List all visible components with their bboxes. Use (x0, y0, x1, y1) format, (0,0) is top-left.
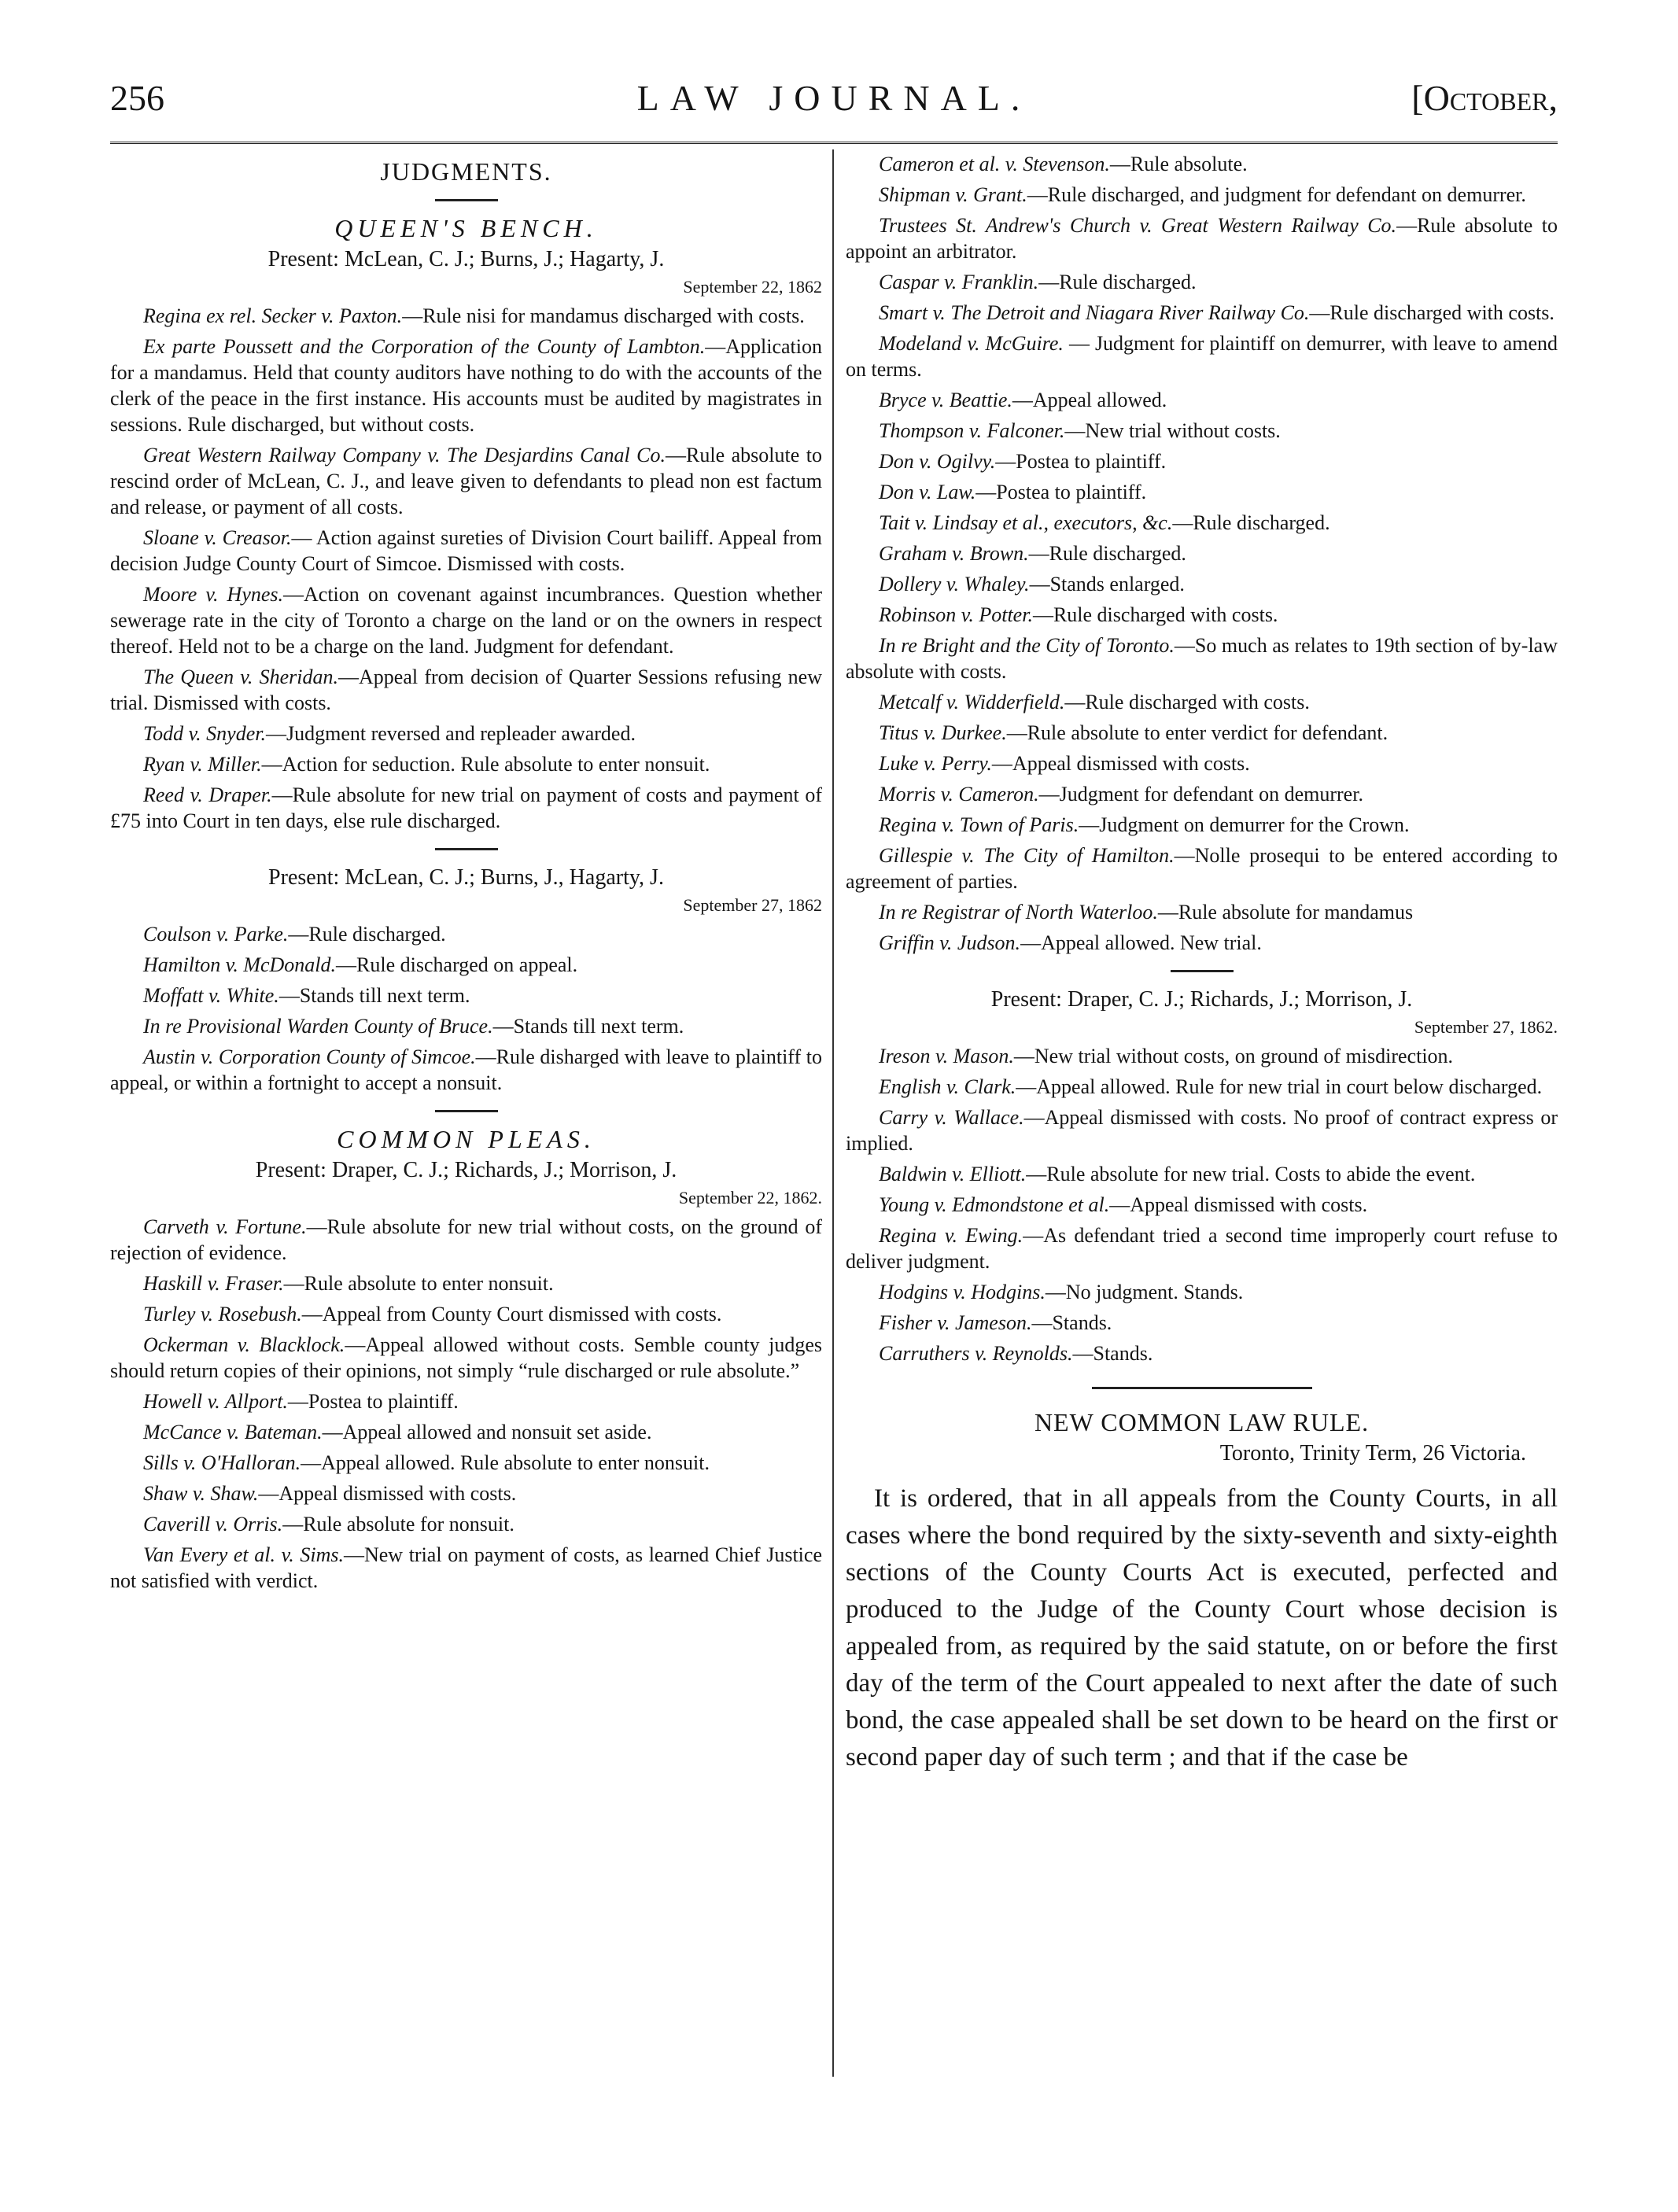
case-text: —Rule absolute to appoint an arbitrator. (846, 214, 1558, 263)
case-text: —Rule discharged. (1172, 511, 1330, 534)
case-text: —Rule nisi for mandamus discharged with costs. (402, 304, 805, 327)
case-name: Titus v. Durkee. (879, 721, 1007, 744)
section-title: JUDGMENTS. (380, 157, 552, 186)
case-name: Regina v. Ewing. (879, 1224, 1023, 1247)
case-entry (110, 751, 822, 777)
case-entry (846, 689, 1558, 715)
case-entry (846, 479, 1558, 505)
case-name: Ockerman v. Blacklock. (143, 1333, 345, 1356)
case-name: Cameron et al. v. Stevenson. (879, 153, 1110, 175)
present-line: Present: Draper, C. J.; Richards, J.; Morrison, J. (990, 987, 1413, 1012)
case-name: In re Bright and the City of Toronto. (879, 634, 1175, 657)
case-name: Ireson v. Mason. (879, 1045, 1014, 1067)
case-text: —Appeal allowed. Rule absolute to enter nonsuit. (301, 1451, 710, 1474)
case-name: In re Provisional Warden County of Bruce. (143, 1015, 493, 1038)
case-name: Ex parte Poussett and the Corporation of the County of Lambton. (143, 335, 706, 358)
running-header (110, 77, 1558, 132)
case-text: —Stands till next term. (492, 1015, 684, 1038)
case-text: —Action for seduction. Rule absolute to enter nonsuit. (261, 753, 710, 776)
case-name: Trustees St. Andrew's Church v. Great Western Railway Co. (879, 214, 1397, 237)
case-entry (110, 1214, 822, 1266)
case-entry (846, 151, 1558, 177)
journal-title: LAW JOURNAL. (636, 78, 1031, 118)
case-name: In re Registrar of North Waterloo. (879, 901, 1158, 924)
case-name: Moffatt v. White. (143, 984, 279, 1007)
case-text: —Judgment on demurrer for the Crown. (1079, 813, 1410, 836)
case-entry (846, 781, 1558, 807)
case-text: —Rule discharged. (288, 923, 446, 946)
case-entry (846, 387, 1558, 413)
case-entry (110, 664, 822, 716)
case-text: —Rule discharged with costs. (1064, 691, 1310, 713)
case-text: —Appeal dismissed with costs. (1109, 1193, 1368, 1216)
case-name: Gillespie v. The City of Hamilton. (879, 844, 1175, 867)
page-number: 256 (110, 78, 164, 118)
case-name: Haskill v. Fraser. (143, 1272, 284, 1295)
case-entry (846, 899, 1558, 925)
month-label: [October, (1411, 78, 1558, 118)
short-rule (435, 199, 498, 201)
short-rule (435, 848, 498, 850)
case-name: Shaw v. Shaw. (143, 1482, 259, 1505)
case-entry (110, 334, 822, 437)
present-line: Present: Draper, C. J.; Richards, J.; Morrison, J. (255, 1158, 677, 1182)
case-text: —Rule discharged on appeal. (336, 953, 578, 976)
case-text: —Action on covenant against incumbrances. Question whether sewerage rate in the city of Toronto a charge on the land or on the owners in respect thereof. Held not to be a charge on the land. Judgment for defendant. (110, 583, 822, 658)
case-name: Caverill v. Orris. (143, 1513, 283, 1535)
case-entry (110, 1542, 822, 1594)
case-text: —Rule disharged with leave to plaintiff to appeal, or within a fortnight to accept a nonsuit. (110, 1045, 822, 1094)
case-entry (846, 632, 1558, 684)
case-text: —Application for a mandamus. Held that county auditors have nothing to do with the accounts of the clerk of the peace in the first instance. His accounts must be audited by magistrates in sessions. Rule discharged, but without costs. (110, 335, 822, 436)
case-entry (846, 1340, 1558, 1366)
case-entry (110, 1013, 822, 1039)
case-name: Carveth v. Fortune. (143, 1215, 307, 1238)
case-name: Thompson v. Falconer. (879, 419, 1065, 442)
case-text: —Stands enlarged. (1029, 573, 1185, 595)
case-text: —New trial without costs, on ground of misdirection. (1013, 1045, 1454, 1067)
left-column (110, 151, 822, 1598)
case-text: —Appeal allowed. Rule for new trial in court below discharged. (1016, 1075, 1543, 1098)
case-entry (846, 182, 1558, 208)
case-name: Van Every et al. v. Sims. (143, 1543, 344, 1566)
case-name: Griffin v. Judson. (879, 931, 1021, 954)
case-entry (846, 812, 1558, 838)
case-name: Smart v. The Detroit and Niagara River Railway Co. (879, 301, 1310, 324)
case-text: —Appeal dismissed with costs. No proof of contract express or implied. (846, 1106, 1558, 1155)
case-entry (846, 1074, 1558, 1100)
case-entry (846, 300, 1558, 326)
case-name: Bryce v. Beattie. (879, 389, 1012, 411)
case-entry (846, 571, 1558, 597)
short-rule (1171, 970, 1234, 972)
short-rule (435, 1110, 498, 1112)
date-line: September 22, 1862. (678, 1188, 822, 1207)
case-name: Sloane v. Creasor. (143, 526, 292, 549)
date-line: September 27, 1862 (683, 895, 822, 915)
case-entry (846, 1043, 1558, 1069)
case-name: Tait v. Lindsay et al., executors, &c. (879, 511, 1173, 534)
case-entry (110, 952, 822, 978)
case-entry (846, 930, 1558, 956)
case-list (846, 1043, 1558, 1366)
case-name: Robinson v. Potter. (879, 603, 1033, 626)
case-name: Howell v. Allport. (143, 1390, 288, 1413)
case-list (846, 151, 1558, 956)
case-entry (846, 1104, 1558, 1156)
case-name: Regina v. Town of Paris. (879, 813, 1079, 836)
case-text: — Action against sureties of Division Court bailiff. Appeal from decision Judge County Court of Simcoe. Dismissed with costs. (110, 526, 823, 575)
case-entry (846, 842, 1558, 894)
case-text: —Judgment reversed and repleader awarded. (266, 722, 636, 745)
case-entry (110, 1511, 822, 1537)
case-entry (846, 1222, 1558, 1274)
case-list (110, 921, 822, 1096)
case-text: —Rule absolute to enter verdict for defendant. (1006, 721, 1388, 744)
case-name: Shipman v. Grant. (879, 183, 1027, 206)
case-entry (846, 510, 1558, 536)
case-list (110, 303, 822, 834)
case-text: —Appeal dismissed with costs. (991, 752, 1250, 775)
case-entry (846, 418, 1558, 444)
case-entry (110, 921, 822, 947)
case-entry (846, 1192, 1558, 1218)
case-entry (846, 212, 1558, 264)
case-name: Don v. Ogilvy. (879, 450, 996, 473)
case-entry (846, 1310, 1558, 1336)
case-text: —Rule absolute for new trial on payment of costs and payment of £75 into Court in ten days, else rule discharged. (110, 783, 823, 832)
case-entry (110, 782, 822, 834)
present-line: Present: McLean, C. J.; Burns, J., Hagarty, J. (268, 865, 664, 890)
case-name: Ryan v. Miller. (143, 753, 262, 776)
case-text: —Rule absolute for new trial without costs, on the ground of rejection of evidence. (110, 1215, 823, 1264)
case-name: Todd v. Snyder. (143, 722, 266, 745)
case-name: Graham v. Brown. (879, 542, 1029, 565)
case-entry (846, 750, 1558, 776)
header-rule (110, 142, 1558, 147)
case-name: Austin v. Corporation County of Simcoe. (143, 1045, 476, 1068)
case-text: —Appeal from County Court dismissed with costs. (301, 1303, 722, 1325)
case-name: Modeland v. McGuire. (879, 332, 1064, 355)
case-text: —Appeal from decision of Quarter Sessions refusing new trial. Dismissed with costs. (110, 665, 822, 714)
case-text: —Rule discharged. (1028, 542, 1186, 565)
case-name: Moore v. Hynes. (143, 583, 284, 606)
case-text: —So much as relates to 19th section of by-law absolute with costs. (846, 634, 1558, 683)
case-name: McCance v. Bateman. (143, 1421, 323, 1443)
case-entry (110, 1332, 822, 1384)
case-name: Carry v. Wallace. (879, 1106, 1024, 1129)
case-list (110, 1214, 822, 1594)
case-entry (846, 1161, 1558, 1187)
case-text: —Judgment for defendant on demurrer. (1038, 783, 1363, 806)
case-text: —New trial without costs. (1064, 419, 1281, 442)
case-entry (110, 525, 822, 577)
case-text: —Appeal allowed. (1012, 389, 1167, 411)
case-name: Turley v. Rosebush. (143, 1303, 302, 1325)
case-text: —Stands. (1031, 1311, 1112, 1334)
case-name: English v. Clark. (879, 1075, 1016, 1098)
case-name: Coulson v. Parke. (143, 923, 289, 946)
case-text: —Rule discharged, and judgment for defendant on demurrer. (1027, 183, 1526, 206)
case-text: —Rule absolute to enter nonsuit. (283, 1272, 554, 1295)
right-column (846, 151, 1558, 1776)
case-entry (846, 720, 1558, 746)
rule-place: Toronto, Trinity Term, 26 Victoria. (1219, 1441, 1526, 1465)
case-entry (846, 448, 1558, 474)
court-heading-qb: QUEEN'S BENCH. (334, 214, 598, 242)
case-text: —Stands till next term. (278, 984, 470, 1007)
long-rule (1092, 1387, 1312, 1389)
case-text: —As defendant tried a second time improperly court refuse to deliver judgment. (846, 1224, 1558, 1273)
case-text: —Rule absolute. (1109, 153, 1248, 175)
case-entry (846, 1279, 1558, 1305)
case-entry (846, 540, 1558, 566)
case-name: Metcalf v. Widderfield. (879, 691, 1065, 713)
case-name: Young v. Edmondstone et al. (879, 1193, 1110, 1216)
case-entry (846, 330, 1558, 382)
case-entry (110, 1480, 822, 1506)
case-name: Carruthers v. Reynolds. (879, 1342, 1073, 1365)
case-entry (110, 303, 822, 329)
case-name: Don v. Law. (879, 481, 976, 503)
date-line: September 22, 1862 (683, 277, 822, 297)
case-text: —No judgment. Stands. (1045, 1281, 1244, 1303)
case-entry (110, 1270, 822, 1296)
case-name: Morris v. Cameron. (879, 783, 1039, 806)
case-text: —Postea to plaintiff. (975, 481, 1147, 503)
case-text: —Appeal allowed and nonsuit set aside. (322, 1421, 652, 1443)
case-entry (110, 1388, 822, 1414)
case-name: Dollery v. Whaley. (879, 573, 1030, 595)
case-text: —Appeal allowed. New trial. (1020, 931, 1262, 954)
rule-text: It is ordered, that in all appeals from the County Courts, in all cases where the bond required by the sixty-seventh and sixty-eighth sections of the County Courts Act is executed, perfected and produced to the Judge of the County Court whose decision is appealed from, as required by the said statute, on or before the first day of the term of the Court appealed to next after the date of such bond, the case appealed shall be set down to be heard on the first or second paper day of such term ; and that if the case be (846, 1484, 1558, 1771)
case-entry (110, 721, 822, 747)
case-text: —Stands. (1072, 1342, 1153, 1365)
case-name: The Queen v. Sheridan. (143, 665, 339, 688)
case-text: —Rule discharged with costs. (1032, 603, 1278, 626)
case-entry (846, 269, 1558, 295)
present-line: Present: McLean, C. J.; Burns, J.; Hagarty, J. (267, 247, 665, 271)
case-name: Reed v. Draper. (143, 783, 272, 806)
case-name: Baldwin v. Elliott. (879, 1163, 1027, 1185)
case-entry (110, 581, 822, 659)
case-text: —Rule absolute to rescind order of McLean, C. J., and leave given to defendants to plead non est factum and release, or payment of all costs. (110, 444, 822, 518)
case-entry (110, 1044, 822, 1096)
case-text: —Postea to plaintiff. (287, 1390, 459, 1413)
case-entry (846, 602, 1558, 628)
case-text: —Rule discharged with costs. (1309, 301, 1554, 324)
case-text: —Appeal dismissed with costs. (258, 1482, 517, 1505)
date-line: September 27, 1862. (1414, 1017, 1558, 1037)
case-text: —Nolle prosequi to be entered according to agreement of parties. (846, 844, 1558, 893)
case-text: —New trial on payment of costs, as learned Chief Justice not satisfied with verdict. (110, 1543, 822, 1592)
case-name: Great Western Railway Company v. The Desjardins Canal Co. (143, 444, 666, 466)
case-name: Regina ex rel. Secker v. Paxton. (143, 304, 403, 327)
case-entry (110, 982, 822, 1008)
rule-title: NEW COMMON LAW RULE. (1034, 1408, 1370, 1436)
case-name: Hodgins v. Hodgins. (879, 1281, 1046, 1303)
case-text: —Rule discharged. (1038, 271, 1197, 293)
case-text: —Rule absolute for nonsuit. (282, 1513, 514, 1535)
case-name: Luke v. Perry. (879, 752, 992, 775)
case-entry (110, 1419, 822, 1445)
case-name: Fisher v. Jameson. (879, 1311, 1032, 1334)
case-text: —Rule absolute for new trial. Costs to abide the event. (1026, 1163, 1476, 1185)
case-name: Sills v. O'Halloran. (143, 1451, 301, 1474)
case-text: — Judgment for plaintiff on demurrer, with leave to amend on terms. (846, 332, 1558, 381)
case-text: —Postea to plaintiff. (995, 450, 1167, 473)
case-text: —Appeal allowed without costs. Semble county judges should return copies of their opinions, not simply “rule discharged or rule absolute.” (110, 1333, 823, 1382)
case-entry (110, 1301, 822, 1327)
column-divider (832, 149, 834, 2077)
case-entry (110, 442, 822, 520)
case-entry (110, 1450, 822, 1476)
case-name: Hamilton v. McDonald. (143, 953, 337, 976)
case-text: —Rule absolute for mandamus (1157, 901, 1414, 924)
court-heading-cp: COMMON PLEAS. (337, 1125, 596, 1153)
case-name: Caspar v. Franklin. (879, 271, 1039, 293)
